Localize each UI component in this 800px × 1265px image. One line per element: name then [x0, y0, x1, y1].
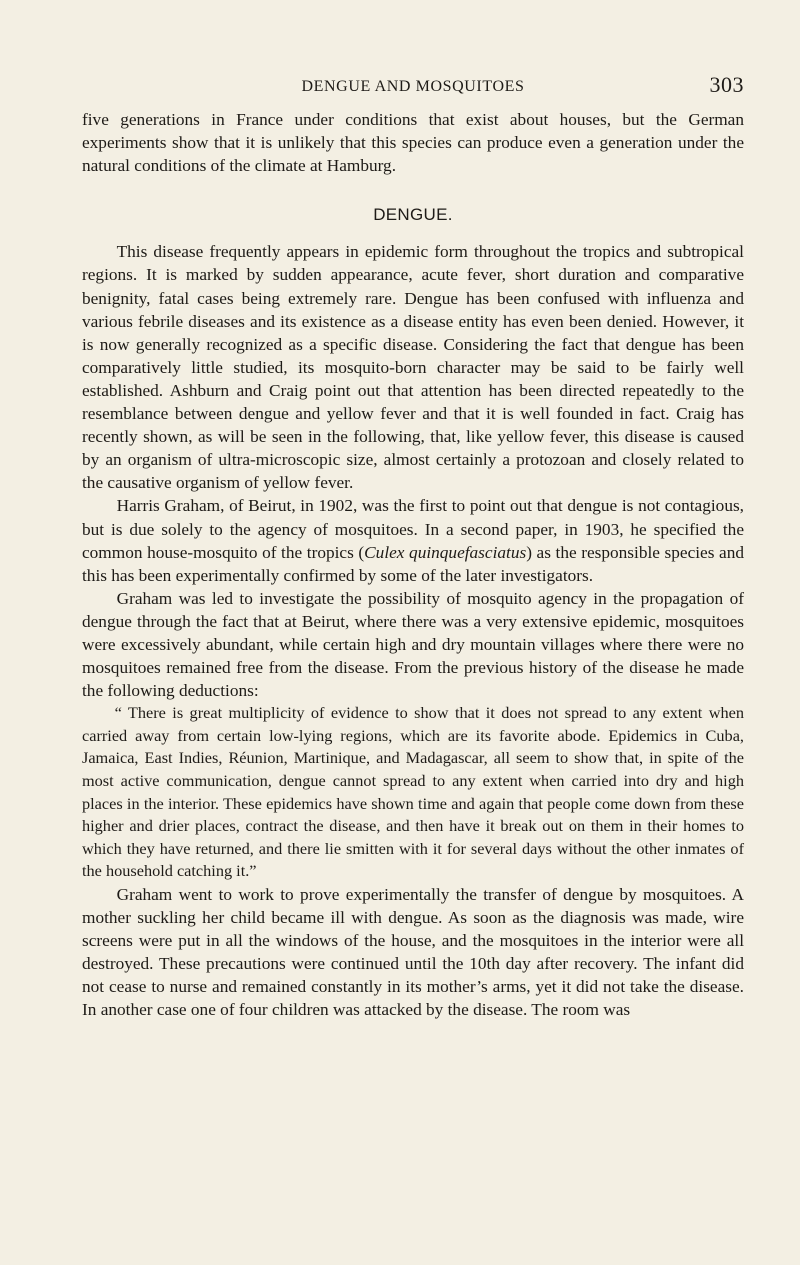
section-heading: DENGUE.	[373, 205, 453, 225]
page-header	[82, 0, 744, 108]
paragraph-harris-graham	[82, 494, 744, 586]
graham-text-before: Harris Graham, of Beirut, in 1902, was the first to point out that dengue is not contagious, but is due solely to the agency of mosquitoes. In a second paper, in 1903, he specified the common house-mosquito of the tropics (	[82, 496, 744, 562]
paragraph-experiment: Graham went to work to prove experimentally the transfer of dengue by mosquitoes. A mother suckling her child became ill with dengue. As soon as the diagnosis was made, wire screens were put in all the windows of the house, and the mosquitoes in the interior were all destroyed. These precautions were continued until the 10th day after recovery. The infant did not cease to nurse and remained constantly in its mother’s arms, yet it did not take the disease. In another case one of four children was attacked by the disease. The room was	[82, 885, 744, 1020]
running-head: DENGUE AND MOSQUITOES	[301, 78, 525, 95]
species-name: Culex quinquefasciatus	[364, 542, 527, 562]
paragraph-beirut-epidemic: Graham was led to investigate the possibility of mosquito agency in the propagation of dengue through the fact that at Beirut, where there was a very extensive epidemic, mosquitoes were excessively abundant, while certain high and dry mountain villages where there were no mosquitoes remained free from the disease. From the previous history of the disease he made the following deductions:	[82, 588, 744, 701]
continuation-paragraph: five generations in France under conditions that exist about houses, but the German experiments show that it is unlikely that this species can produce even a generation under the natural conditions of the climate at Hamburg.	[82, 110, 744, 176]
paragraph-introduction: This disease frequently appears in epidemic form throughout the tropics and subtropical regions. It is marked by sudden appearance, acute fever, short duration and comparative benignity, fatal cases being extremely rare. Dengue has been confused with influenza and various febrile diseases and its existence as a disease entity has even been denied. However, it is now generally recognized as a specific disease. Considering the fact that dengue has been comparatively little studied, its mosquito-born character may be said to be fairly well established. Ashburn and Craig point out that attention has been directed repeatedly to the resemblance between dengue and yellow fever and that it is well founded in fact. Craig has recently shown, as will be seen in the following, that, like yellow fever, this disease is caused by an organism of ultra-microscopic size, almost certainly a protozoan and closely related to the causative organism of yellow fever.	[82, 242, 744, 493]
page-number: 303	[709, 72, 744, 97]
page-body	[82, 108, 744, 1022]
block-quote: “ There is great multiplicity of evidence to show that it does not spread to any extent when carried away from certain low-lying regions, which are its favorite abode. Epidemics in Cuba, Jamaica, East Indies, Réunion, Martinique, and Madagascar, all seem to show that, in spite of the most active communication, dengue cannot spread to any extent when carried into dry and high places in the interior. These epidemics have shown time and again that people come down from these higher and drier places, contract the disease, and then have it break out on them in their homes to which they have returned, and there lie smitten with it for several days without the other inmates of the household catching it.”	[82, 703, 744, 881]
graham-text-after: ) as the responsible species and this has been experimentally confirmed by some of the later investigators.	[82, 542, 744, 585]
